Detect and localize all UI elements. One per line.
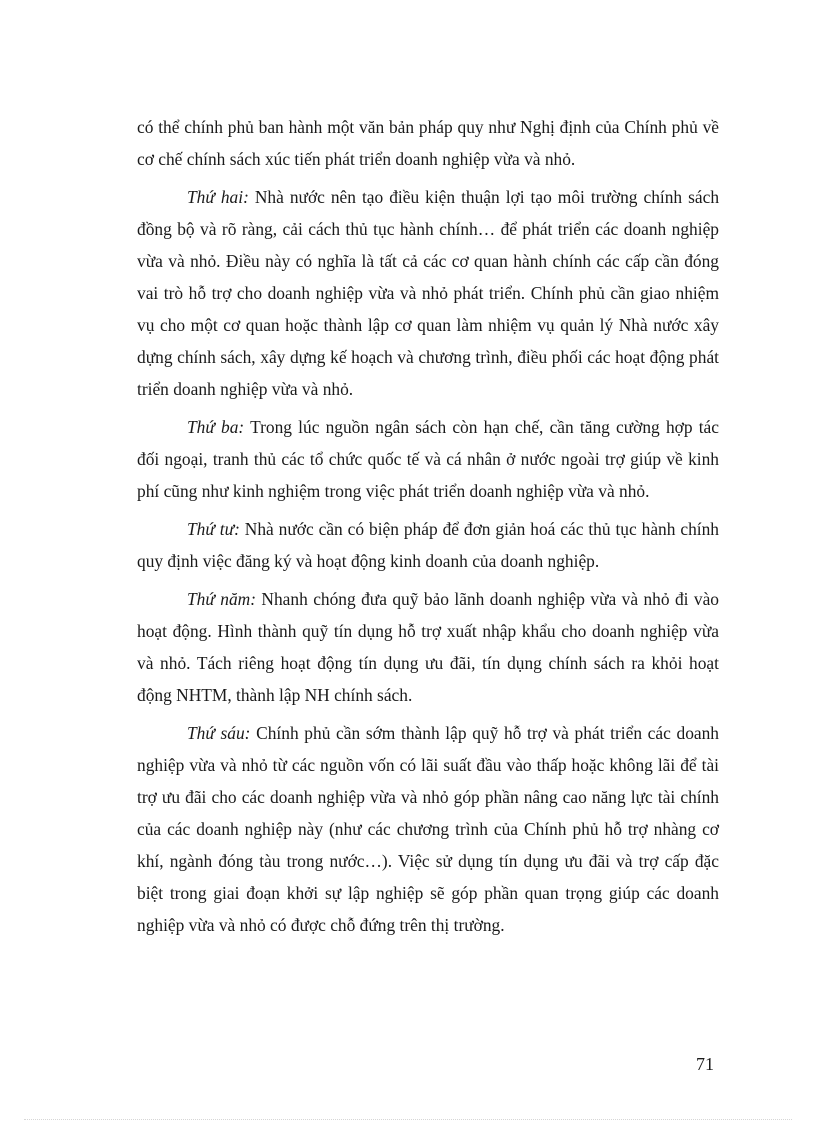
paragraph-text: Trong lúc nguồn ngân sách còn hạn chế, cần tăng cường hợp tác đối ngoại, tranh thủ các tổ chức quốc tế và cá nhân ở nước ngoài trợ giúp về kinh phí cũng như kinh nghiệm trong việc phát triển doanh nghiệp vừa và nhỏ. — [137, 417, 719, 501]
paragraph-thu-sau — [137, 717, 719, 941]
paragraph-thu-ba — [137, 411, 719, 507]
paragraph-thu-hai — [137, 181, 719, 405]
paragraph-continuation — [137, 111, 719, 175]
paragraph-text: có thể chính phủ ban hành một văn bản pháp quy như Nghị định của Chính phủ về cơ chế chính sách xúc tiến phát triển doanh nghiệp vừa và nhỏ. — [137, 117, 719, 169]
paragraph-thu-nam — [137, 583, 719, 711]
paragraph-lead: Thứ tư: — [187, 519, 240, 539]
page-bottom-divider — [24, 1119, 792, 1120]
paragraph-text: Chính phủ cần sớm thành lập quỹ hỗ trợ và phát triển các doanh nghiệp vừa và nhỏ từ các nguồn vốn có lãi suất đầu vào thấp hoặc không lãi để tài trợ ưu đãi cho các doanh nghiệp vừa và nhỏ góp phần nâng cao năng lực tài chính của các doanh nghiệp này (như các chương trình của Chính phủ hỗ trợ nhàng cơ khí, ngành đóng tàu trong nước…). Việc sử dụng tín dụng ưu đãi và trợ cấp đặc biệt trong giai đoạn khởi sự lập nghiệp sẽ góp phần quan trọng giúp các doanh nghiệp vừa và nhỏ có được chỗ đứng trên thị trường. — [137, 723, 719, 935]
paragraph-text: Nhanh chóng đưa quỹ bảo lãnh doanh nghiệp vừa và nhỏ đi vào hoạt động. Hình thành quỹ tín dụng hỗ trợ xuất nhập khẩu cho doanh nghiệp vừa và nhỏ. Tách riêng hoạt động tín dụng ưu đãi, tín dụng chính sách ra khỏi hoạt động NHTM, thành lập NH chính sách. — [137, 589, 719, 705]
paragraph-lead: Thứ sáu: — [187, 723, 251, 743]
paragraph-lead: Thứ ba: — [187, 417, 245, 437]
paragraph-text: Nhà nước nên tạo điều kiện thuận lợi tạo môi trường chính sách đồng bộ và rõ ràng, cải cách thủ tục hành chính… để phát triển các doanh nghiệp vừa và nhỏ. Điều này có nghĩa là tất cả các cơ quan hành chính các cấp cần đóng vai trò hỗ trợ cho doanh nghiệp vừa và nhỏ phát triển. Chính phủ cần giao nhiệm vụ cho một cơ quan hoặc thành lập cơ quan làm nhiệm vụ quản lý Nhà nước xây dựng chính sách, xây dựng kế hoạch và chương trình, điều phối các hoạt động phát triển doanh nghiệp vừa và nhỏ. — [137, 187, 720, 399]
document-body — [137, 111, 719, 947]
paragraph-lead: Thứ năm: — [187, 589, 257, 609]
page-number: 71 — [696, 1054, 714, 1074]
paragraph-thu-tu — [137, 513, 719, 577]
paragraph-lead: Thứ hai: — [187, 187, 249, 207]
paragraph-text: Nhà nước cần có biện pháp để đơn giản hoá các thủ tục hành chính quy định việc đăng ký và hoạt động kinh doanh của doanh nghiệp. — [137, 519, 719, 571]
